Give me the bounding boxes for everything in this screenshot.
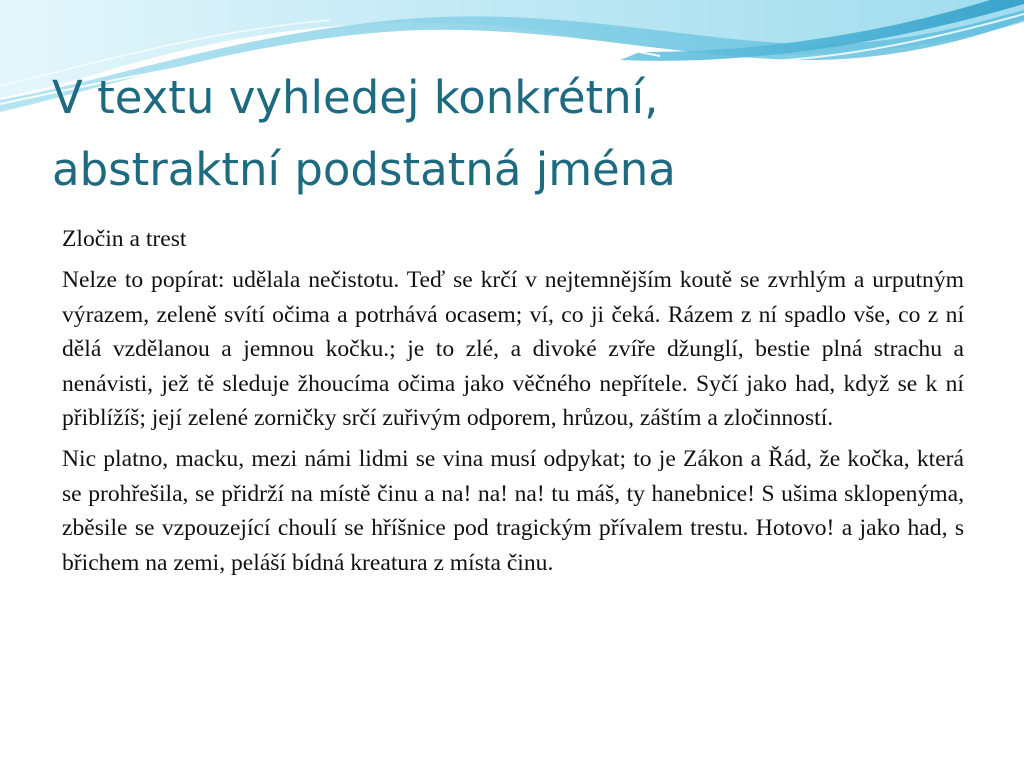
text-source-title: Zločin a trest <box>62 226 187 252</box>
slide-title-line-2: abstraktní podstatná jména <box>52 143 676 196</box>
paragraph-1: Nelze to popírat: udělala nečistotu. Teď se krčí v nejtemnějším koutě se zvrhlým a urputným výrazem, zeleně svítí očima a potrhává ocasem; ví, co ji čeká. Rázem z ní spadlo vše, co z ní dělá vzdělanou a jemnou kočku.; je to zlé, a divoké zvíře džunglí, bestie plná strachu a nenávisti, jež tě sleduje žhoucíma očima jako věčného nepřítele. Syčí jako had, když se k ní přiblížíš; její zelené zorničky srčí zuřivým odporem, hrůzou, záštím a zločinností. <box>62 267 964 432</box>
slide-body <box>62 222 964 587</box>
slide-title-line-1: V textu vyhledej konkrétní, <box>52 71 659 124</box>
slide-title <box>52 62 992 206</box>
paragraph-2: Nic platno, macku, mezi námi lidmi se vina musí odpykat; to je Zákon a Řád, že kočka, která se prohřešila, se přidrží na místě činu a na! na! na! tu máš, ty hanebnice! S ušima sklopenýma, zběsile se vzpouzející choulí se hříšnice pod tragickým přívalem trestu. Hotovo! a jako had, s břichem na zemi, peláší bídná kreatura z místa činu. <box>62 446 964 576</box>
